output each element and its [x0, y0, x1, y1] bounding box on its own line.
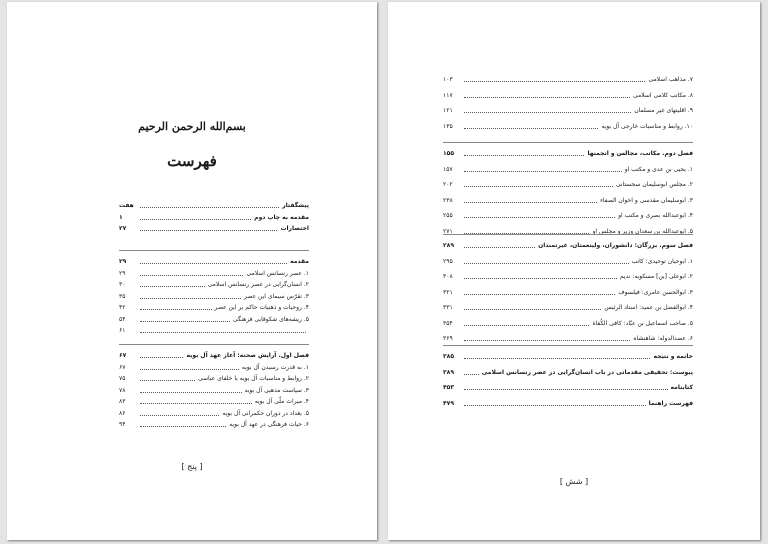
toc-entry-title: کتابنامه — [670, 384, 693, 391]
dot-leader — [140, 321, 230, 322]
toc-entry-title: ۳. ابوسلیمان مقدسی و اخوان الصفاء — [600, 196, 693, 204]
toc-page-number: ۲۰۲ — [443, 181, 453, 188]
toc-entry-title: ۱. به قدرت رسیدن آل بویه — [241, 363, 309, 371]
table-of-contents-right — [443, 68, 693, 408]
toc-page-number: ۳۸۵ — [443, 353, 454, 360]
toc-entry — [119, 373, 309, 384]
toc-entry-title: ۱۰. روابط و مناسبات خارجی آل بویه — [601, 122, 693, 130]
toc-entry-title: ۱. عصر رنسانس اسلامی — [246, 269, 309, 277]
dot-leader — [464, 155, 584, 156]
dot-leader — [140, 207, 279, 208]
toc-entry-title: ۱. یحیی بن عدی و مکتب او — [624, 165, 693, 173]
toc-entry-title: پیوست: تحقیقی مقدماتی در باب انسان‌گرایی در عصر رنسانس اسلامی — [481, 368, 693, 376]
toc-entry-title: مقدمه — [290, 258, 309, 265]
toc-entry — [443, 256, 693, 267]
toc-entry — [119, 279, 309, 290]
toc-page-number: ۶۱ — [119, 327, 126, 334]
toc-entry — [119, 291, 309, 302]
toc-page-number: ۲۹ — [119, 269, 126, 277]
dot-leader — [140, 286, 205, 287]
toc-entry-title: ۵. ابوعبدالله بن سعدان وزیر و مجلس او — [592, 227, 693, 235]
toc-entry-title: ۲. ابوعلی [بن] مسکویه: ندیم — [619, 273, 693, 280]
toc-page-number: ۳۰۸ — [443, 273, 453, 280]
toc-entry — [443, 318, 693, 329]
toc-entry-title: ۴. روحیات و ذهنیات حاکم بر این عصر — [214, 304, 309, 311]
table-of-contents-left — [119, 200, 309, 450]
toc-page-number: ۳۶۹ — [443, 335, 453, 342]
toc-entry — [443, 105, 693, 116]
dot-leader — [464, 325, 589, 326]
toc-entry-title: ۲. انسان‌گرایی در عصر رنسانس اسلامی — [207, 281, 309, 288]
toc-entry — [119, 268, 309, 279]
toc-entry — [119, 200, 309, 211]
toc-entry — [443, 179, 693, 190]
dot-leader — [140, 426, 226, 427]
dot-leader — [464, 374, 479, 375]
toc-page-number: ۱۵۷ — [443, 165, 453, 173]
toc-page-number: ۳۵۴ — [443, 319, 453, 327]
dot-leader — [140, 369, 239, 370]
toc-page-number: ۴۵۳ — [443, 384, 454, 391]
right-page — [388, 2, 760, 540]
toc-entry-title: ۳. سیاست مذهبی آل بویه — [244, 386, 309, 394]
toc-entry — [443, 398, 693, 409]
toc-page-number: ۳۰ — [119, 281, 126, 288]
toc-page-number: ۲۹۵ — [443, 257, 453, 265]
section-divider — [443, 345, 693, 346]
toc-page-number: ۲۳۸ — [443, 196, 453, 204]
page-folio: [ پنج ] — [181, 462, 203, 471]
dot-leader — [464, 358, 650, 359]
toc-entry — [119, 408, 309, 419]
dot-leader — [140, 230, 277, 231]
dot-leader — [464, 81, 645, 82]
toc-page-number: ۱ — [119, 213, 123, 221]
toc-entry-title: ۵. ریشه‌های شکوفایی فرهنگی — [233, 315, 309, 323]
dot-leader — [140, 275, 243, 276]
dot-leader — [140, 392, 242, 393]
toc-page-number: ۳۲۱ — [443, 288, 453, 296]
toc-entry — [443, 302, 693, 313]
toc-entry — [443, 287, 693, 298]
toc-entry — [119, 385, 309, 396]
toc-entry-title: ۶. حیات فرهنگی در عهد آل بویه — [229, 421, 309, 428]
dot-leader — [464, 97, 630, 98]
toc-page-number: ۲۸۹ — [443, 242, 454, 249]
toc-page-number: ۹۴ — [119, 421, 126, 428]
toc-title: فهرست — [167, 152, 217, 170]
toc-page-number: ۴۷۹ — [443, 399, 454, 407]
toc-page-number: ۷۵ — [119, 375, 126, 382]
toc-page-number: ۲۹ — [119, 258, 127, 265]
section-divider — [443, 142, 693, 143]
toc-entry-title: ۶. عضدالدوله: شاهنشاه — [633, 335, 693, 342]
toc-page-number: ۶۷ — [119, 352, 127, 359]
toc-entry — [443, 74, 693, 85]
toc-entry — [443, 271, 693, 282]
toc-entry-title: ۵. بغداد در دوران حکمرانی آل بویه — [222, 409, 309, 417]
toc-page-number: ۲۷۱ — [443, 227, 453, 235]
toc-entry — [443, 333, 693, 344]
toc-entry-title: ۳. ابوالحسن عامری: فیلسوف — [618, 288, 693, 296]
toc-entry — [443, 351, 693, 362]
dot-leader — [140, 357, 183, 358]
dot-leader — [140, 380, 195, 381]
toc-page-number: ۱۲۱ — [443, 107, 453, 114]
toc-entry-title: ۴. ابوعبدالله بصری و مکتب او — [618, 212, 693, 219]
toc-entry — [119, 223, 309, 234]
toc-entry-title: پیشگفتار — [282, 202, 309, 209]
toc-page-number: ۱۳۵ — [443, 122, 453, 130]
page-folio: [ شش ] — [559, 477, 589, 486]
toc-entry — [119, 396, 309, 407]
dot-leader — [464, 294, 615, 295]
toc-page-number: ۲۷ — [119, 225, 127, 232]
toc-entry — [119, 314, 309, 325]
toc-entry — [443, 164, 693, 175]
toc-entry — [119, 419, 309, 430]
toc-entry-title: ۵. صاحب اسماعیل بن عبّاد: کافی الکُفاة — [592, 319, 693, 327]
section-divider — [119, 250, 309, 251]
dot-leader — [140, 298, 241, 299]
toc-entry-title: خاتمه و نتیجه — [653, 353, 693, 360]
toc-entry-title: ۱. ابوحیان توحیدی: کاتب — [631, 257, 693, 265]
dot-leader — [464, 186, 613, 187]
dot-leader — [140, 415, 219, 416]
toc-entry — [119, 362, 309, 373]
section-divider — [443, 234, 693, 235]
dot-leader — [140, 332, 306, 333]
dot-leader — [464, 112, 631, 113]
toc-page-number: ۵۴ — [119, 315, 126, 323]
toc-entry-title: ۴. میراث ملّی آل بویه — [254, 398, 309, 405]
toc-entry-title: ۲. روابط و مناسبات آل بویه با خلفای عباسی — [198, 375, 309, 382]
toc-entry — [443, 210, 693, 221]
dot-leader — [464, 309, 601, 310]
toc-entry-title: ۸. مکاتب کلامی اسلامی — [633, 91, 693, 99]
dot-leader — [464, 247, 535, 248]
toc-entry-title: ۴. ابوالفضل بن عمید: استاد الرئیس — [604, 304, 693, 311]
toc-page-number: ۸۶ — [119, 409, 126, 417]
toc-entry — [443, 195, 693, 206]
toc-entry — [119, 325, 309, 336]
toc-entry — [443, 148, 693, 159]
basmala: بسم‌الله الرحمن الرحيم — [138, 120, 246, 133]
toc-page-number: هفت — [119, 202, 134, 209]
toc-page-number: ۶۷ — [119, 363, 126, 371]
toc-page-number: ۱۰۳ — [443, 76, 453, 83]
toc-page-number: ۱۱۷ — [443, 91, 453, 99]
toc-entry — [443, 121, 693, 132]
toc-page-number: ۸۳ — [119, 398, 126, 405]
toc-entry-title: فهرست راهنما — [648, 399, 693, 407]
dot-leader — [464, 405, 646, 406]
dot-leader — [464, 263, 629, 264]
toc-entry-title: مقدمه به چاپ دوم — [254, 213, 309, 221]
dot-leader — [464, 202, 597, 203]
toc-entry — [443, 240, 693, 251]
dot-leader — [464, 217, 615, 218]
dot-leader — [140, 403, 252, 404]
dot-leader — [140, 219, 251, 220]
toc-page-number: ۲۵۵ — [443, 212, 453, 219]
toc-entry — [119, 212, 309, 223]
dot-leader — [464, 171, 622, 172]
toc-entry — [443, 90, 693, 101]
toc-entry — [119, 256, 309, 267]
toc-entry-title: اختصارات — [280, 225, 309, 232]
toc-entry — [443, 367, 693, 378]
toc-entry-title: فصل اول. آرایش صحنه: آغاز عهد آل بویه — [186, 352, 309, 359]
dot-leader — [140, 263, 287, 264]
dot-leader — [464, 389, 668, 390]
toc-entry — [119, 302, 309, 313]
dot-leader — [464, 340, 630, 341]
toc-entry — [443, 382, 693, 393]
toc-page-number: ۳۸۹ — [443, 368, 454, 376]
dot-leader — [464, 128, 598, 129]
toc-page-number: ۷۸ — [119, 386, 126, 394]
left-page — [7, 2, 377, 540]
toc-page-number: ۴۲ — [119, 304, 126, 311]
toc-entry-title: ۲. مجلس ابوسلیمان سجستانی — [615, 181, 693, 188]
toc-entry-title: ۹. اقلیتهای غیر مسلمان — [634, 107, 693, 114]
toc-entry-title: ۷. مذاهب اسلامی — [648, 76, 693, 83]
toc-page-number: ۳۵ — [119, 292, 126, 300]
toc-page-number: ۱۵۵ — [443, 150, 454, 157]
toc-entry-title: فصل سوم. بزرگان: دانشوران، ولینعمتان، غیر‌تمندان — [538, 242, 693, 249]
section-divider — [119, 344, 309, 345]
toc-page-number: ۳۳۱ — [443, 304, 453, 311]
toc-entry-title: ۳. تقرّس سیمای این عصر — [244, 292, 309, 300]
dot-leader — [464, 278, 617, 279]
dot-leader — [140, 309, 212, 310]
toc-entry-title: فصل دوم. مکاتب، مجالس و انجمنها — [587, 150, 693, 157]
toc-entry — [119, 350, 309, 361]
